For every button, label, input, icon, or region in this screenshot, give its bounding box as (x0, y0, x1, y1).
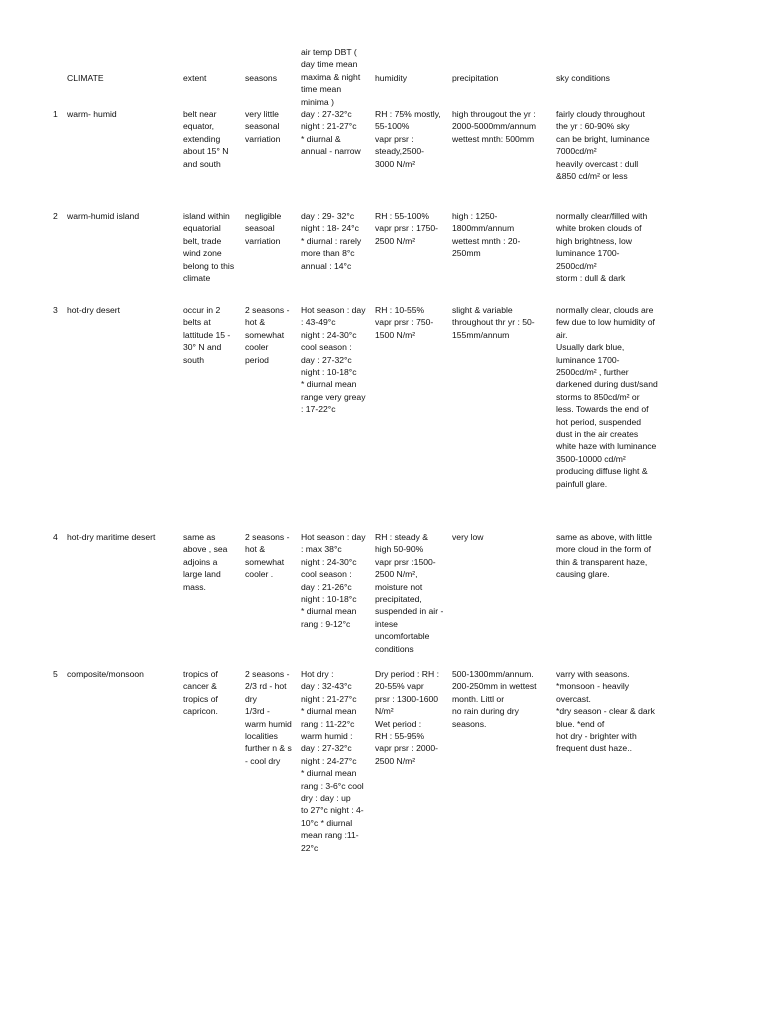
row-5-number: 5 (53, 669, 58, 679)
row-5-air-temp: Hot dry : day : 32-43°c night : 21-27°c * diurnal mean rang : 11-22°c warm humid : day : 27-32°c night : 24-27°c * diurnal mean rang : 3-6°c cool dry : day : up to 27°c night : 4- 10°c * diurnal mean rang :11- 22°c (301, 669, 364, 853)
row-1-air-temp: day : 27-32°c night : 21-27°c * diurnal & annual - narrow (301, 109, 361, 157)
row-2-extent: island within equatorial belt, trade wind zone belong to this climate (183, 211, 235, 284)
row-4-climate: hot-dry maritime desert (67, 532, 156, 542)
row-1-seasons: very little seasonal varriation (245, 109, 281, 144)
row-1-humidity: RH : 75% mostly, 55-100% vapr prsr : steady,2500- 3000 N/m² (375, 109, 441, 169)
row-5-humidity: Dry period : RH : 20-55% vapr prsr : 1300-1600 N/m² Wet period : RH : 55-95% vapr prsr : 2000- 2500 N/m² (375, 669, 439, 766)
row-5-extent: tropics of cancer & tropics of capricon. (183, 669, 218, 717)
row-3-sky-conditions: normally clear, clouds are few due to low humidity of air. Usually dark blue, luminance 1700- 2500cd/m² , further darkened during dust/sand storms to 850cd/m² or less. Towards the end of hot period, suspended dust in the air creates white haze with luminance 3500-10000 cd/m² producing diffuse light & painfull glare. (556, 305, 658, 489)
header-humidity: humidity (375, 73, 407, 83)
header-extent: extent (183, 73, 207, 83)
header-climate: CLIMATE (67, 73, 104, 83)
row-1-number: 1 (53, 109, 58, 119)
row-4-precipitation: very low (452, 532, 484, 542)
row-2-humidity: RH : 55-100% vapr prsr : 1750- 2500 N/m² (375, 211, 439, 246)
row-2-number: 2 (53, 211, 58, 221)
header-seasons: seasons (245, 73, 278, 83)
row-5-seasons: 2 seasons - 2/3 rd - hot dry 1/3rd - warm humid localities further n & s - cool dry (245, 669, 292, 766)
row-4-seasons: 2 seasons - hot & somewhat cooler . (245, 532, 290, 580)
row-2-climate: warm-humid island (67, 211, 140, 221)
row-3-air-temp: Hot season : day : 43-49°c night : 24-30°c cool season : day : 27-32°c night : 10-18°c * diurnal mean range very greay : 17-22°c (301, 305, 366, 415)
row-3-precipitation: slight & variable throughout thr yr : 50- 155mm/annum (452, 305, 535, 340)
row-4-humidity: RH : steady & high 50-90% vapr prsr :1500- 2500 N/m², moisture not precipitated, suspended in air - intese uncomfortable conditions (375, 532, 444, 654)
row-3-seasons: 2 seasons - hot & somewhat cooler period (245, 305, 290, 365)
row-5-sky-conditions: varry with seasons. *monsoon - heavily overcast. *dry season - clear & dark blue. *end of hot dry - brighter with frequent dust haze.. (556, 669, 655, 754)
row-4-sky-conditions: same as above, with little more cloud in the form of thin & transparent haze, causing glare. (556, 532, 653, 580)
row-2-air-temp: day : 29- 32°c night : 18- 24°c * diurnal : rarely more than 8°c annual : 14°c (301, 211, 362, 271)
row-4-number: 4 (53, 532, 58, 542)
row-1-sky-conditions: fairly cloudy throughout the yr : 60-90% sky can be bright, luminance 7000cd/m² heavily overcast : dull &850 cd/m² or less (556, 109, 650, 182)
row-5-precipitation: 500-1300mm/annum. 200-250mm in wettest month. Littl or no rain during dry seasons. (452, 669, 537, 729)
header-air-temp: air temp DBT ( day time mean maxima & night time mean minima ) (301, 47, 361, 107)
row-4-extent: same as above , sea adjoins a large land mass. (183, 532, 228, 592)
row-3-number: 3 (53, 305, 58, 315)
row-2-seasons: negligible seasoal varriation (245, 211, 282, 246)
row-3-extent: occur in 2 belts at lattitude 15 - 30° N and south (183, 305, 231, 365)
row-3-climate: hot-dry desert (67, 305, 121, 315)
header-sky-conditions: sky conditions (556, 73, 610, 83)
row-2-precipitation: high : 1250- 1800mm/annum wettest mnth : 20- 250mm (452, 211, 521, 259)
row-1-precipitation: high througout the yr : 2000-5000mm/annum wettest mnth: 500mm (452, 109, 537, 144)
row-2-sky-conditions: normally clear/filled with white broken clouds of high brightness, low luminance 1700- 2500cd/m² storm : dull & dark (556, 211, 648, 284)
row-1-extent: belt near equator, extending about 15° N and south (183, 109, 229, 169)
row-3-humidity: RH : 10-55% vapr prsr : 750- 1500 N/m² (375, 305, 434, 340)
header-precipitation: precipitation (452, 73, 499, 83)
row-1-climate: warm- humid (67, 109, 117, 119)
row-5-climate: composite/monsoon (67, 669, 144, 679)
row-4-air-temp: Hot season : day : max 38°c night : 24-30°c cool season : day : 21-26°c night : 10-18°c * diurnal mean rang : 9-12°c (301, 532, 366, 629)
